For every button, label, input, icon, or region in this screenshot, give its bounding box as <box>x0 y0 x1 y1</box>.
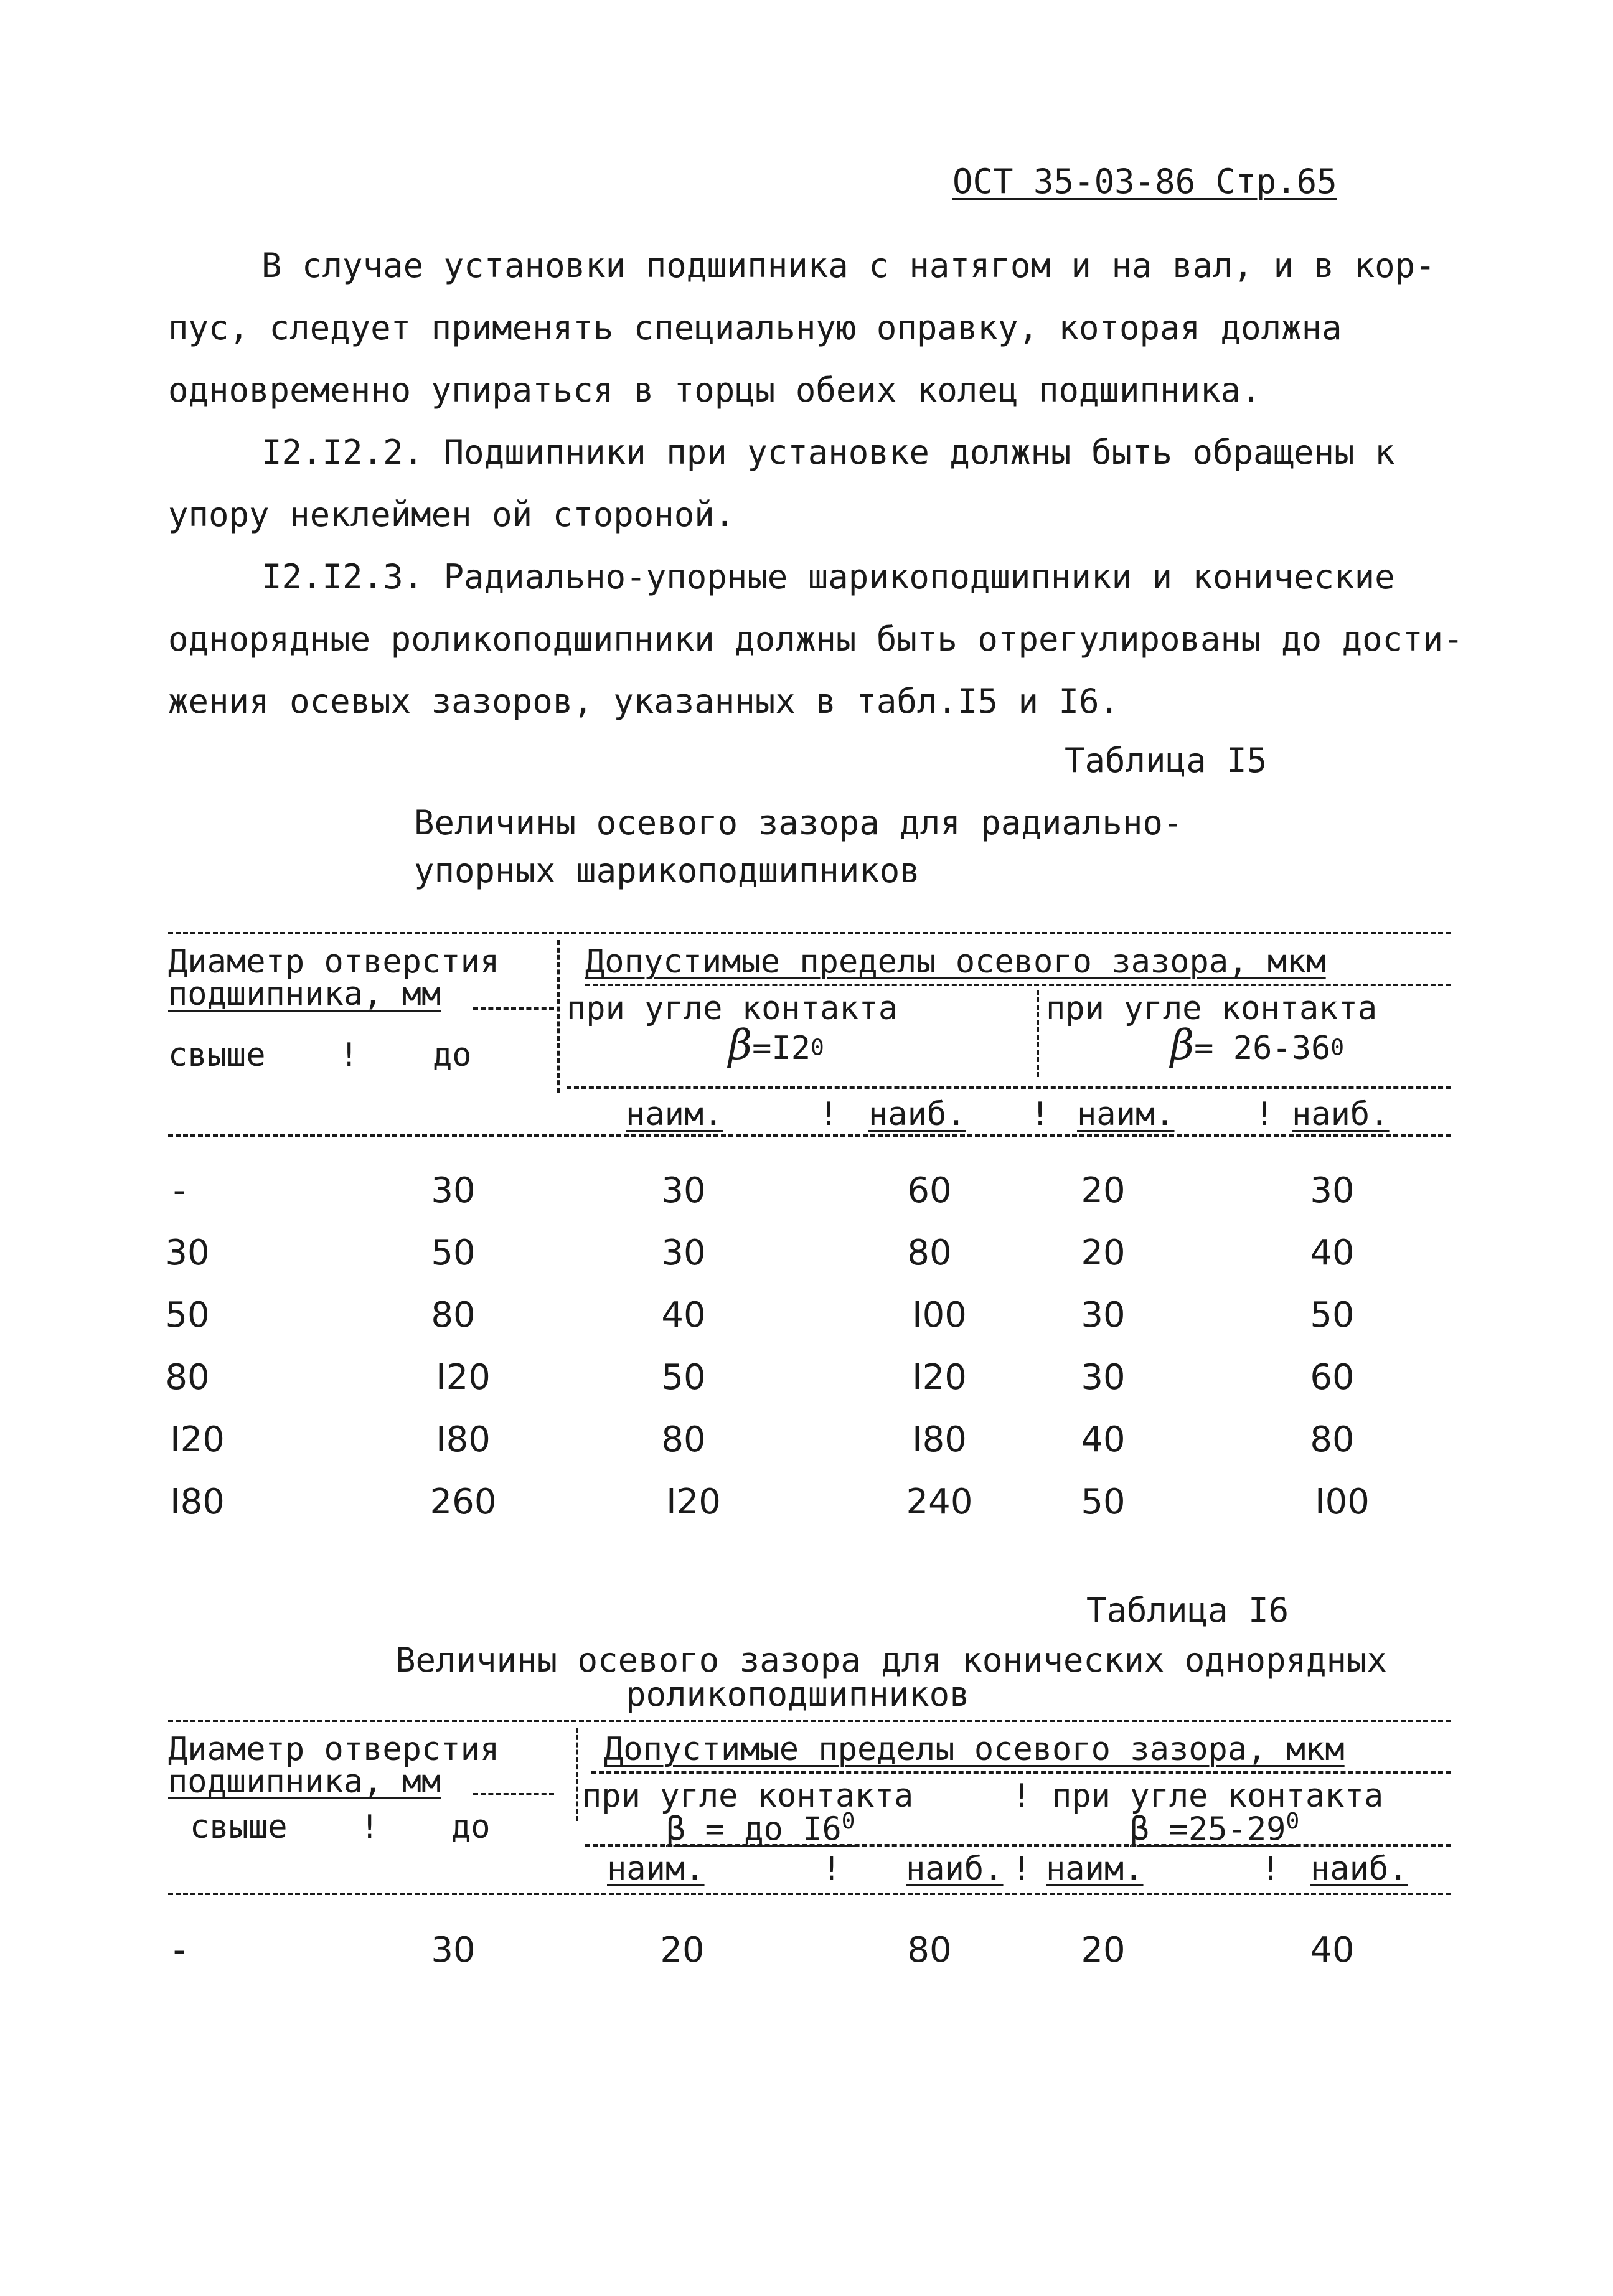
table15-cell: 80 <box>907 1233 952 1273</box>
table16-cell: - <box>172 1930 186 1970</box>
table15-head-diameter: Диаметр отверстия <box>168 943 500 981</box>
table16-bang: ! <box>1261 1850 1281 1888</box>
table16-cell: 40 <box>1310 1930 1355 1970</box>
table15-cell: 50 <box>165 1295 210 1335</box>
table16-head-diameter: Диаметр отверстия <box>168 1731 500 1768</box>
table15-bang: ! <box>819 1096 839 1133</box>
table15-cell: I00 <box>1315 1482 1370 1522</box>
table15-cell: I20 <box>170 1419 225 1460</box>
table16-bang: ! <box>1012 1777 1032 1815</box>
table15-bang: ! <box>339 1037 359 1074</box>
table-rule <box>591 1771 1451 1774</box>
angle-value: = 26-36 <box>1194 1030 1331 1067</box>
degree-mark: 0 <box>841 1809 855 1834</box>
angle-value: =I2 <box>752 1030 811 1067</box>
table15-cell: 80 <box>431 1295 476 1335</box>
table15-cell: 80 <box>661 1419 706 1460</box>
table15-head-max: наиб. <box>868 1096 966 1133</box>
table15-caption: упорных шарикоподшипников <box>414 851 920 890</box>
table-rule <box>168 1893 1451 1895</box>
table16-angle1 <box>666 1809 855 1848</box>
table16-head-angle: при угле контакта <box>582 1777 914 1815</box>
table-rule <box>473 1007 554 1010</box>
paragraph-line: пус, следует применять специальную оправку, которая должна <box>168 308 1342 347</box>
table16-head-min: наим. <box>607 1850 705 1888</box>
table16-head-above: свыше <box>190 1809 288 1846</box>
table-rule <box>168 1720 1451 1722</box>
beta-symbol: β <box>1170 1021 1195 1069</box>
beta-symbol: β <box>728 1021 753 1069</box>
table15-caption: Величины осевого зазора для радиально- <box>414 803 1183 842</box>
table15-cell: - <box>172 1170 186 1211</box>
table15-cell: 240 <box>906 1482 973 1522</box>
table15-cell: I80 <box>436 1419 491 1460</box>
table15-cell: 30 <box>1310 1170 1355 1211</box>
table-rule <box>557 940 560 1093</box>
paragraph-line: В случае установки подшипника с натягом и на вал, и в кор- <box>261 246 1436 285</box>
table-rule <box>168 1134 1451 1137</box>
table15-head-angle: при угле контакта <box>1046 990 1378 1027</box>
paragraph-line: однорядные роликоподшипники должны быть отрегулированы до дости- <box>168 619 1464 659</box>
table15-cell: 30 <box>1081 1295 1126 1335</box>
paragraph-line: I2.I2.3. Радиально-упорные шарикоподшипники и конические <box>261 557 1395 596</box>
table15-cell: 60 <box>907 1170 952 1211</box>
table16-cell: 80 <box>907 1930 952 1970</box>
table15-cell: 20 <box>1081 1233 1126 1273</box>
table15-head-limits: Допустимые пределы осевого зазора, мкм <box>585 943 1326 981</box>
paragraph-line: I2.I2.2. Подшипники при установке должны быть обращены к <box>261 433 1395 472</box>
table15-cell: 30 <box>661 1233 706 1273</box>
table16-bang: ! <box>1012 1850 1032 1888</box>
table15-cell: 50 <box>661 1357 706 1398</box>
table16-head-angle: при угле контакта <box>1052 1777 1384 1815</box>
table16-label: Таблица I6 <box>1086 1591 1289 1630</box>
table15-cell: 30 <box>661 1170 706 1211</box>
table15-cell: 30 <box>431 1170 476 1211</box>
table16-bang: ! <box>360 1809 380 1846</box>
table15-cell: 60 <box>1310 1357 1355 1398</box>
paragraph-line: упору неклеймен ой стороной. <box>168 495 735 534</box>
table15-cell: I20 <box>436 1357 491 1398</box>
table16-caption: роликоподшипников <box>626 1675 970 1714</box>
degree-mark: 0 <box>811 1035 824 1061</box>
table15-cell: I80 <box>912 1419 967 1460</box>
table-rule <box>567 1086 1451 1089</box>
table15-cell: I80 <box>170 1482 225 1522</box>
degree-mark: 0 <box>1286 1809 1300 1834</box>
table16-cell: 30 <box>431 1930 476 1970</box>
table16-head-diameter: подшипника, мм <box>168 1763 441 1800</box>
table15-head-min: наим. <box>1077 1096 1175 1133</box>
table15-head-diameter: подшипника, мм <box>168 976 441 1013</box>
table15-label: Таблица I5 <box>1065 741 1267 780</box>
table15-cell: 20 <box>1081 1170 1126 1211</box>
table15-cell: 50 <box>1081 1482 1126 1522</box>
angle-value: β = до I6 <box>666 1810 842 1848</box>
table15-head-above: свыше <box>168 1037 266 1074</box>
table15-head-min: наим. <box>626 1096 723 1133</box>
table15-cell: 30 <box>165 1233 210 1273</box>
page-header: ОСТ 35-03-86 Стр.65 <box>952 162 1337 201</box>
table15-cell: 40 <box>661 1295 706 1335</box>
table15-cell: I20 <box>912 1357 967 1398</box>
table16-head-upto: до <box>451 1809 491 1846</box>
table15-angle2 <box>1170 1021 1344 1069</box>
table16-caption: Величины осевого зазора для конических однорядных <box>395 1640 1388 1680</box>
paragraph-line: жения осевых зазоров, указанных в табл.I5 и I6. <box>168 682 1120 721</box>
table15-angle1 <box>728 1021 824 1069</box>
table15-cell: I00 <box>912 1295 967 1335</box>
table15-cell: 50 <box>431 1233 476 1273</box>
table16-bang: ! <box>822 1850 842 1888</box>
table15-cell: 30 <box>1081 1357 1126 1398</box>
table-rule <box>1037 990 1039 1077</box>
table15-head-upto: до <box>433 1037 472 1074</box>
table15-bang: ! <box>1030 1096 1050 1133</box>
table16-head-limits: Допустимые пределы осевого зазора, мкм <box>604 1731 1345 1768</box>
table16-angle2 <box>1130 1809 1299 1848</box>
table15-head-max: наиб. <box>1292 1096 1390 1133</box>
table15-cell: 260 <box>430 1482 497 1522</box>
table-rule <box>473 1793 554 1795</box>
table15-cell: 40 <box>1081 1419 1126 1460</box>
paragraph-line: одновременно упираться в торцы обеих колец подшипника. <box>168 370 1261 410</box>
table16-head-max: наиб. <box>1310 1850 1408 1888</box>
table15-bang: ! <box>1254 1096 1274 1133</box>
table15-cell: 50 <box>1310 1295 1355 1335</box>
table-rule <box>585 1844 1451 1847</box>
table-rule <box>168 932 1451 934</box>
table15-cell: 80 <box>1310 1419 1355 1460</box>
table16-head-min: наим. <box>1046 1850 1144 1888</box>
angle-value: β =25-29 <box>1130 1810 1286 1848</box>
table16-cell: 20 <box>1081 1930 1126 1970</box>
table15-cell: 80 <box>165 1357 210 1398</box>
table15-cell: I20 <box>666 1482 721 1522</box>
table16-head-max: наиб. <box>906 1850 1004 1888</box>
table15-cell: 40 <box>1310 1233 1355 1273</box>
degree-mark: 0 <box>1330 1035 1344 1061</box>
table-rule <box>576 1728 578 1821</box>
table15-head-angle: при угле контакта <box>567 990 898 1027</box>
table-rule <box>585 984 1451 986</box>
table16-cell: 20 <box>660 1930 705 1970</box>
